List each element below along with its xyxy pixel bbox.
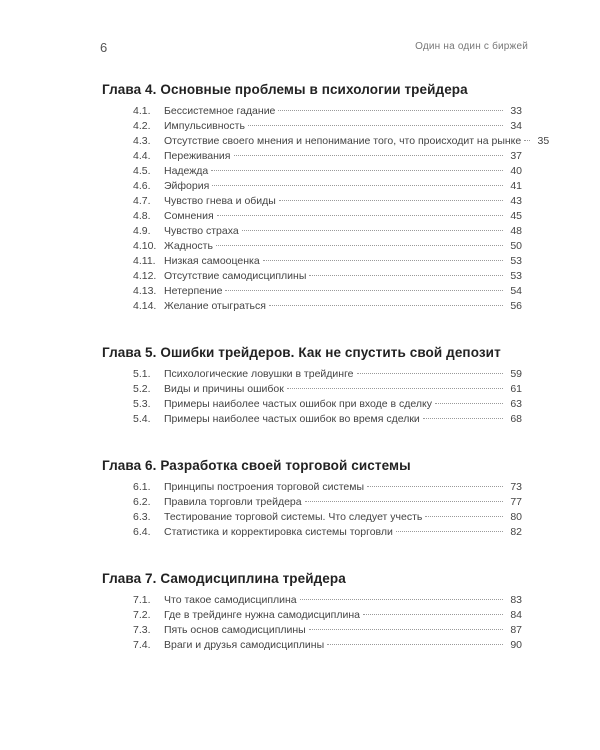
entry-number: 6.3. [133, 511, 151, 523]
toc-entry [102, 104, 522, 119]
entry-title: Принципы построения торговой системы [164, 481, 365, 493]
dot-leader [211, 170, 503, 171]
dot-leader [217, 215, 503, 216]
dot-leader [279, 200, 503, 201]
entry-number: 5.2. [133, 383, 151, 395]
toc-entry [102, 209, 522, 224]
toc-entry [102, 239, 522, 254]
entry-title: Правила торговли трейдера [164, 496, 302, 508]
entry-title: Бессистемное гадание [164, 105, 276, 117]
entry-number: 4.13. [133, 285, 157, 297]
entry-page: 61 [510, 383, 522, 395]
toc-entry [102, 510, 522, 525]
entry-number: 4.8. [133, 210, 151, 222]
entry-number: 7.1. [133, 594, 151, 606]
entry-number: 4.3. [133, 135, 151, 147]
entry-title: Низкая самооценка [164, 255, 260, 267]
toc-entry [102, 164, 522, 179]
entry-title: Нетерпение [164, 285, 223, 297]
toc-entry [102, 382, 522, 397]
entry-page: 68 [510, 413, 522, 425]
entry-number: 4.2. [133, 120, 151, 132]
dot-leader [367, 486, 503, 487]
entry-title: Виды и причины ошибок [164, 383, 284, 395]
dot-leader [242, 230, 503, 231]
dot-leader [269, 305, 503, 306]
toc-entry [102, 397, 522, 412]
dot-leader [305, 501, 503, 502]
entry-page: 53 [510, 255, 522, 267]
toc-entry [102, 299, 522, 314]
entry-number: 4.10. [133, 240, 157, 252]
entry-number: 4.4. [133, 150, 151, 162]
dot-leader [357, 373, 503, 374]
entry-page: 34 [510, 120, 522, 132]
page-number: 6 [100, 40, 108, 55]
entry-title: Статистика и корректировка системы торговли [164, 526, 393, 538]
entry-page: 73 [510, 481, 522, 493]
toc-entry [102, 367, 522, 382]
entry-title: Импульсивность [164, 120, 245, 132]
toc-entry [102, 284, 522, 299]
toc-entry [102, 179, 522, 194]
entry-page: 83 [510, 594, 522, 606]
entry-page: 84 [510, 609, 522, 621]
entry-number: 5.1. [133, 368, 151, 380]
entry-title: Пять основ самодисциплины [164, 624, 306, 636]
toc-entry [102, 224, 522, 239]
toc-entry [102, 119, 522, 134]
toc-entry [102, 593, 522, 608]
entry-title: Переживания [164, 150, 231, 162]
chapter-section [102, 570, 522, 653]
entry-page: 56 [510, 300, 522, 312]
entry-page: 53 [510, 270, 522, 282]
entry-page: 43 [510, 195, 522, 207]
chapter-title: Глава 6. Разработка своей торговой системы [102, 458, 411, 473]
toc-entry [102, 608, 522, 623]
entry-page: 59 [510, 368, 522, 380]
entry-number: 4.9. [133, 225, 151, 237]
toc-entry [102, 638, 522, 653]
entry-title: Отсутствие самодисциплины [164, 270, 307, 282]
entry-title: Тестирование торговой системы. Что следует учесть [164, 511, 423, 523]
entry-number: 4.11. [133, 255, 156, 267]
entry-number: 7.2. [133, 609, 151, 621]
toc-entry [102, 269, 522, 284]
entry-title: Чувство гнева и обиды [164, 195, 276, 207]
toc-entry [102, 134, 550, 149]
entry-title: Желание отыграться [164, 300, 266, 312]
chapter-title: Глава 7. Самодисциплина трейдера [102, 571, 346, 586]
dot-leader [278, 110, 503, 111]
dot-leader [435, 403, 503, 404]
entry-title: Где в трейдинге нужна самодисциплина [164, 609, 360, 621]
entry-title: Надежда [164, 165, 209, 177]
entry-title: Эйфория [164, 180, 210, 192]
toc-entry [102, 194, 522, 209]
entry-number: 4.12. [133, 270, 157, 282]
entry-title: Примеры наиболее частых ошибок во время сделки [164, 413, 420, 425]
entry-number: 7.3. [133, 624, 151, 636]
dot-leader [327, 644, 503, 645]
toc-entry [102, 525, 522, 540]
toc-entry [102, 149, 522, 164]
chapter-title: Глава 5. Ошибки трейдеров. Как не спустить свой депозит [102, 345, 501, 360]
entry-number: 6.1. [133, 481, 151, 493]
entry-page: 48 [510, 225, 522, 237]
toc-entry [102, 480, 522, 495]
table-of-contents [102, 81, 550, 683]
entry-page: 41 [510, 180, 522, 192]
chapter-section [102, 81, 550, 314]
entry-title: Жадность [164, 240, 213, 252]
entry-page: 87 [510, 624, 522, 636]
dot-leader [234, 155, 504, 156]
entry-title: Сомнения [164, 210, 214, 222]
dot-leader [225, 290, 503, 291]
entry-title: Что такое самодисциплина [164, 594, 297, 606]
dot-leader [396, 531, 503, 532]
dot-leader [212, 185, 503, 186]
running-head: Один на один с биржей [415, 41, 528, 52]
dot-leader [248, 125, 503, 126]
entry-page: 82 [510, 526, 522, 538]
entry-number: 6.2. [133, 496, 151, 508]
dot-leader [300, 599, 503, 600]
entry-number: 4.5. [133, 165, 151, 177]
entry-title: Враги и друзья самодисциплины [164, 639, 325, 651]
entry-page: 33 [510, 105, 522, 117]
dot-leader [309, 275, 503, 276]
entry-number: 5.4. [133, 413, 151, 425]
chapter-section [102, 457, 522, 540]
toc-entry [102, 495, 522, 510]
toc-entry [102, 623, 522, 638]
dot-leader [263, 260, 503, 261]
entry-number: 4.7. [133, 195, 151, 207]
chapter-title: Глава 4. Основные проблемы в психологии трейдера [102, 82, 468, 97]
toc-entry [102, 412, 522, 427]
entry-page: 54 [510, 285, 522, 297]
entry-page: 35 [537, 135, 550, 147]
entry-title: Примеры наиболее частых ошибок при входе в сделку [164, 398, 433, 410]
entry-title: Отсутствие своего мнения и непонимание того, что происходит на рынке [164, 135, 522, 147]
entry-number: 4.1. [133, 105, 151, 117]
dot-leader [425, 516, 503, 517]
entry-number: 7.4. [133, 639, 151, 651]
dot-leader [309, 629, 503, 630]
entry-page: 50 [510, 240, 522, 252]
entry-title: Психологические ловушки в трейдинге [164, 368, 354, 380]
entry-title: Чувство страха [164, 225, 239, 237]
dot-leader [524, 140, 530, 141]
dot-leader [363, 614, 503, 615]
toc-entry [102, 254, 522, 269]
entry-number: 5.3. [133, 398, 151, 410]
entry-number: 6.4. [133, 526, 151, 538]
entry-page: 45 [510, 210, 522, 222]
chapter-section [102, 344, 522, 427]
entry-page: 63 [510, 398, 522, 410]
entry-page: 40 [510, 165, 522, 177]
entry-number: 4.14. [133, 300, 157, 312]
entry-page: 80 [510, 511, 522, 523]
entry-page: 37 [510, 150, 522, 162]
entry-number: 4.6. [133, 180, 151, 192]
dot-leader [287, 388, 503, 389]
dot-leader [423, 418, 503, 419]
dot-leader [216, 245, 503, 246]
entry-page: 90 [510, 639, 522, 651]
entry-page: 77 [510, 496, 522, 508]
